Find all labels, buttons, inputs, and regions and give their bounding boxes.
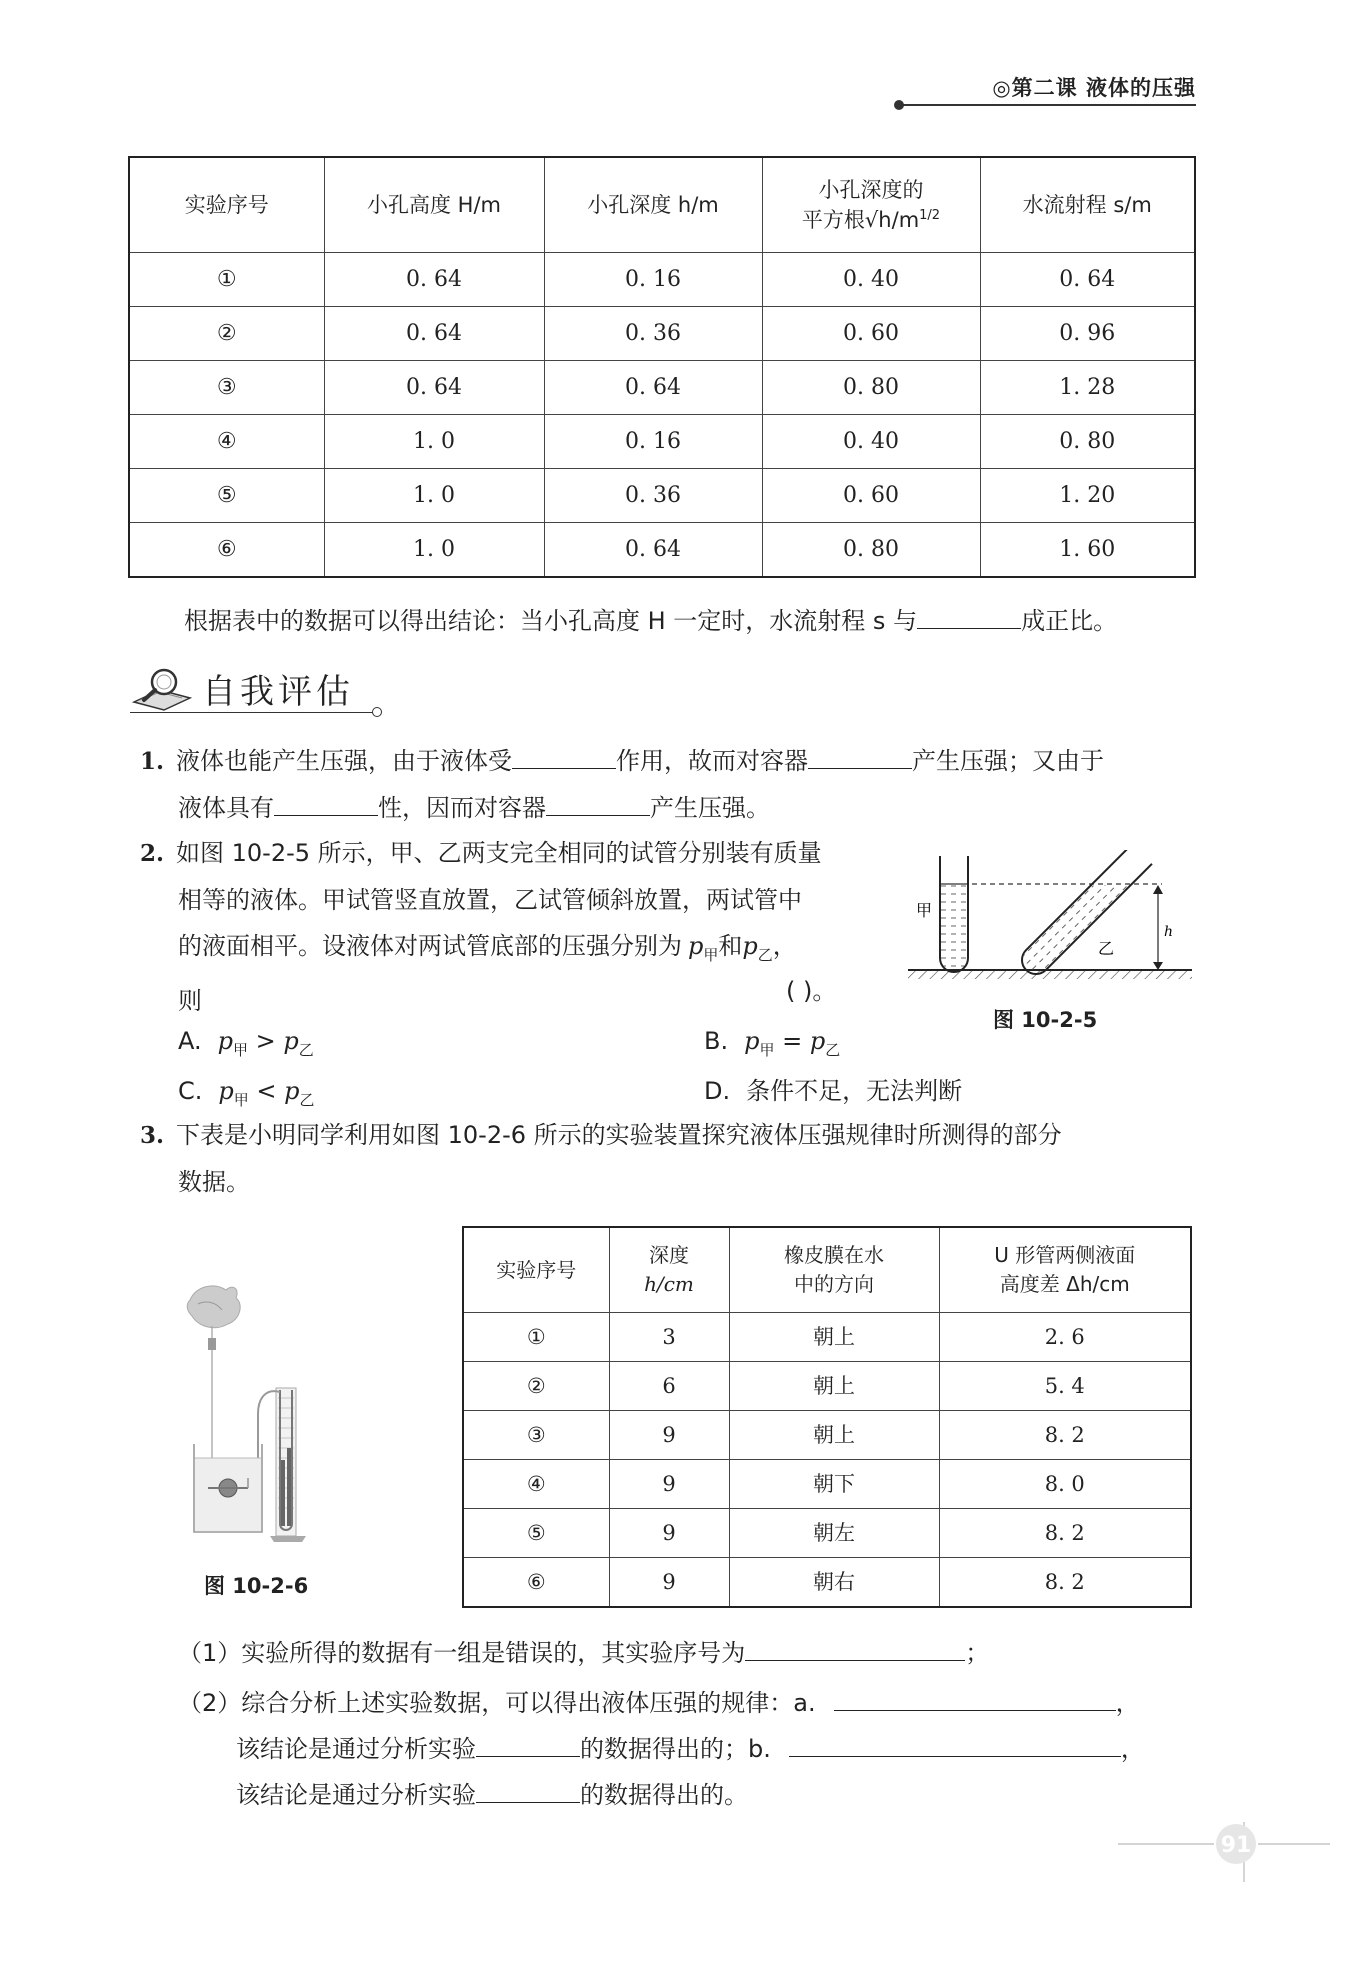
question-2-line-1: 2. 如图 10-2-5 所示，甲、乙两支完全相同的试管分别装有质量 xyxy=(140,839,822,867)
figure-caption-10-2-5: 图 10-2-5 xyxy=(993,1008,1098,1032)
magnifier-icon xyxy=(130,662,196,712)
table-row: ② 0. 64 0. 36 0. 60 0. 96 xyxy=(129,307,1195,361)
sub-question-2-line-3: 该结论是通过分析实验 的数据得出的。 xyxy=(178,1772,1145,1818)
table-row: ⑥ 1. 0 0. 64 0. 80 1. 60 xyxy=(129,523,1195,578)
table-row: ④ 9 朝下 8. 0 xyxy=(463,1460,1191,1509)
answer-blank[interactable] xyxy=(476,1728,580,1757)
page-number-badge xyxy=(1118,1818,1338,1888)
sub-question-2 xyxy=(178,1680,1145,1818)
question-3-line-1: 3. 下表是小明同学利用如图 10-2-6 所示的实验装置探究液体压强规律时所测得的部分 xyxy=(140,1121,1062,1149)
header-trial: 实验序号 xyxy=(463,1227,609,1313)
question-1-line-1: 1. 液体也能产生压强，由于液体受 作用，故而对容器 产生压强；又由于 xyxy=(140,738,1104,785)
header-membrane-direction: 橡皮膜在水 中的方向 xyxy=(729,1227,939,1313)
table-header-row xyxy=(463,1227,1191,1313)
table-header-row xyxy=(129,157,1195,253)
figure-caption-10-2-6: 图 10-2-6 xyxy=(204,1574,309,1598)
answer-blank[interactable] xyxy=(512,740,616,769)
section-heading xyxy=(130,662,380,712)
table-row: ⑤ 1. 0 0. 36 0. 60 1. 20 xyxy=(129,469,1195,523)
answer-blank[interactable] xyxy=(808,740,912,769)
answer-blank[interactable] xyxy=(546,787,650,816)
question-2-line-2: 相等的液体。甲试管竖直放置，乙试管倾斜放置，两试管中 xyxy=(178,886,802,914)
table-row: ⑤ 9 朝左 8. 2 xyxy=(463,1509,1191,1558)
header-hole-depth: 小孔深度 h/m xyxy=(544,157,762,253)
page-number: 91 xyxy=(1220,1833,1252,1858)
table-row: ④ 1. 0 0. 16 0. 40 0. 80 xyxy=(129,415,1195,469)
table-row: ① 0. 64 0. 16 0. 40 0. 64 xyxy=(129,253,1195,307)
figure-10-2-5 xyxy=(900,850,1200,990)
header-sqrt-line1: 小孔深度的 xyxy=(818,177,924,202)
option-a[interactable]: A. $p_甲 > p_乙$ xyxy=(178,1027,314,1059)
option-c[interactable]: C. $p_甲 < p_乙$ xyxy=(178,1077,315,1109)
page-header xyxy=(900,72,1196,112)
sub-question-1: （1）实验所得的数据有一组是错误的，其实验序号为 ； xyxy=(178,1630,989,1676)
hole-experiment-table xyxy=(128,156,1196,578)
option-d[interactable]: D. 条件不足，无法判断 xyxy=(704,1077,963,1105)
header-sqrt-depth xyxy=(762,157,980,253)
table-row: ① 3 朝上 2. 6 xyxy=(463,1313,1191,1362)
figure-10-2-6 xyxy=(170,1280,320,1560)
header-range: 水流射程 s/m xyxy=(980,157,1195,253)
question-2 xyxy=(140,830,822,1024)
answer-blank[interactable] xyxy=(274,787,378,816)
u-tube-experiment-table xyxy=(462,1226,1192,1608)
header-rule xyxy=(900,104,1196,106)
sub-question-2-line-1: （2）综合分析上述实验数据，可以得出液体压强的规律：a. ， xyxy=(178,1680,1145,1726)
label-yi: 乙 xyxy=(1098,939,1115,958)
section-ring xyxy=(372,707,382,717)
question-3-line-2: 数据。 xyxy=(178,1168,250,1196)
answer-paren[interactable]: ( )。 xyxy=(786,977,837,1005)
header-sqrt-line2: 平方根$√h/m^{1/2}$ xyxy=(801,208,941,232)
question-3 xyxy=(140,1112,1062,1205)
table-row: ⑥ 9 朝右 8. 2 xyxy=(463,1558,1191,1608)
header-level-difference: U 形管两侧液面 高度差 Δh/cm xyxy=(939,1227,1191,1313)
header-dot xyxy=(894,100,904,110)
table-row: ② 6 朝上 5. 4 xyxy=(463,1362,1191,1411)
question-2-line-4: 则 xyxy=(178,986,202,1015)
section-underline xyxy=(130,712,374,713)
lesson-title: ◎第二课 液体的压强 xyxy=(992,76,1196,100)
label-jia: 甲 xyxy=(916,901,933,920)
question-1 xyxy=(140,738,1104,831)
option-b[interactable]: B. $p_甲 = p_乙$ xyxy=(704,1027,841,1059)
answer-blank[interactable] xyxy=(476,1774,580,1803)
table-row: ③ 9 朝上 8. 2 xyxy=(463,1411,1191,1460)
answer-blank[interactable] xyxy=(789,1728,1121,1757)
header-depth: 深度 h/cm xyxy=(609,1227,729,1313)
question-2-line-3: 的液面相平。设液体对两试管底部的压强分别为 $p_甲$和$p_乙$， xyxy=(178,932,797,964)
answer-blank[interactable] xyxy=(917,600,1021,629)
header-trial: 实验序号 xyxy=(129,157,324,253)
table-row: ③ 0. 64 0. 64 0. 80 1. 28 xyxy=(129,361,1195,415)
conclusion-line: 根据表中的数据可以得出结论：当小孔高度 H 一定时，水流射程 s 与 成正比。 xyxy=(184,598,1117,644)
sub-question-2-line-2: 该结论是通过分析实验 的数据得出的；b. ， xyxy=(178,1726,1145,1772)
label-h: h xyxy=(1164,924,1174,940)
section-title: 自我评估 xyxy=(202,672,354,712)
header-hole-height: 小孔高度 H/m xyxy=(324,157,544,253)
answer-blank[interactable] xyxy=(745,1632,965,1661)
question-1-line-2: 液体具有 性，因而对容器 产生压强。 xyxy=(140,785,1104,831)
answer-blank[interactable] xyxy=(834,1682,1116,1711)
